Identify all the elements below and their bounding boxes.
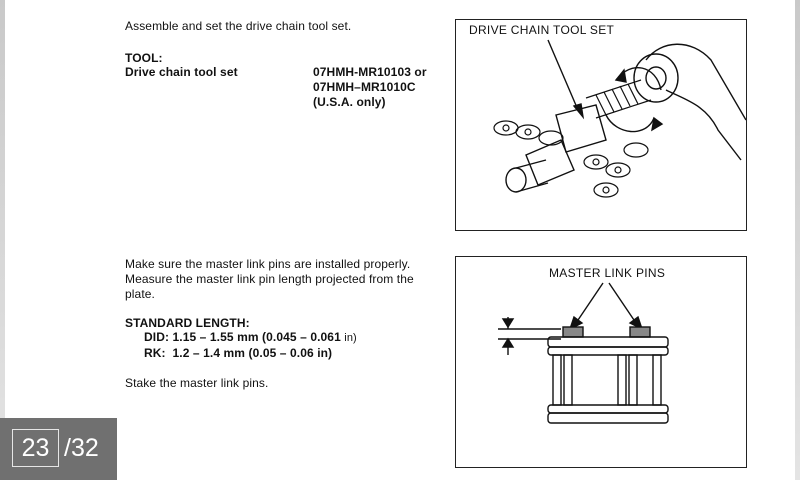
left-edge-stripe [0,0,5,480]
instruction-plate: plate. [125,287,155,301]
did-spec [144,329,357,346]
drive-chain-tool-label: DRIVE CHAIN TOOL SET [469,23,615,37]
master-link-pins-label: MASTER LINK PINS [549,266,666,280]
instruction-stake: Stake the master link pins. [125,376,269,390]
page-counter [0,418,117,480]
current-page-input[interactable]: 23 [12,429,59,467]
tool-part-number-1: 07HMH-MR10103 or [313,65,427,79]
rk-spec: RK: 1.2 – 1.4 mm (0.05 – 0.06 in) [144,346,333,360]
did-spec-value: DID: 1.15 – 1.55 mm (0.045 – 0.061 [144,330,341,344]
standard-length-heading: STANDARD LENGTH: [125,316,250,330]
total-pages: /32 [64,434,99,462]
drive-chain-tool-illustration [456,20,746,230]
tool-name: Drive chain tool set [125,65,238,79]
instruction-check-pins: Make sure the master link pins are installed properly. [125,257,411,271]
master-link-pins-illustration [456,257,746,467]
instruction-measure: Measure the master link pin length projected from the [125,272,414,286]
instruction-assemble: Assemble and set the drive chain tool set. [125,19,352,33]
tool-part-number-2: 07HMH–MR1010C [313,80,416,94]
right-edge-stripe [795,0,800,480]
drive-chain-tool-figure [455,19,747,231]
tool-part-note: (U.S.A. only) [313,95,386,109]
did-spec-unit: in) [344,332,357,344]
tool-heading: TOOL: [125,51,163,65]
master-link-pins-figure [455,256,747,468]
